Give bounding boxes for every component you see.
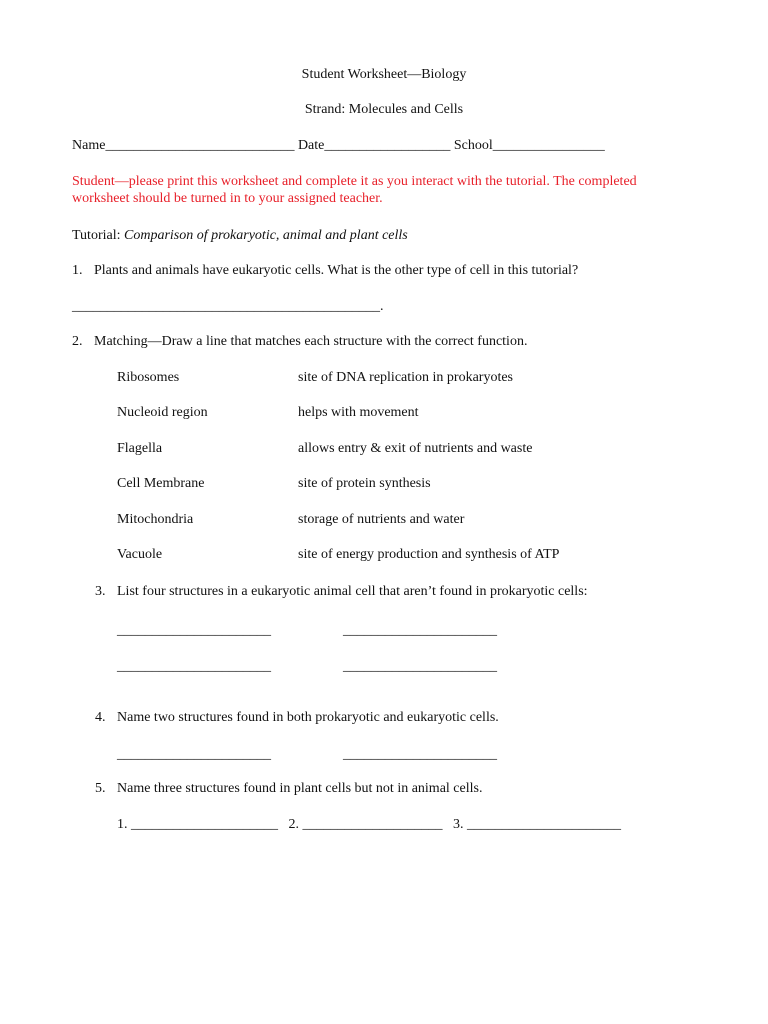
answer-blank: ______________________ [117, 659, 271, 674]
name-label: Name [72, 138, 106, 153]
strand-subtitle: Strand: Molecules and Cells [304, 102, 464, 117]
answer-1-blank: _____________________ [131, 817, 278, 832]
school-blank: ________________ [492, 138, 605, 153]
answer-blank: ______________________ [117, 623, 271, 638]
question-5-number: 5. [95, 781, 106, 796]
function-item: site of energy production and synthesis of ATP [298, 547, 560, 562]
question-4 [95, 709, 499, 727]
question-1-answer-line: ____________________________________________. [72, 299, 384, 314]
structure-item: Cell Membrane [117, 476, 205, 491]
function-item: helps with movement [298, 405, 419, 420]
answer-blank: ______________________ [117, 747, 271, 762]
instructions-line-1: Student—please print this worksheet and complete it as you interact with the tutorial. The completed [72, 174, 637, 189]
function-item: storage of nutrients and water [298, 512, 465, 527]
function-item: site of protein synthesis [298, 476, 431, 491]
question-5-text: Name three structures found in plant cells but not in animal cells. [117, 781, 483, 796]
question-2 [72, 333, 527, 351]
function-item: site of DNA replication in prokaryotes [298, 370, 514, 385]
answer-3-blank: ______________________ [467, 817, 621, 832]
question-2-text: Matching—Draw a line that matches each structure with the correct function. [94, 334, 528, 349]
question-1-number: 1. [72, 263, 83, 278]
answer-3-label: 3. [453, 817, 464, 832]
function-item: allows entry & exit of nutrients and waste [298, 441, 533, 456]
name-blank: ___________________________ [105, 138, 295, 153]
date-label: Date [297, 138, 325, 153]
question-3-number: 3. [95, 584, 106, 599]
info-line [72, 137, 605, 155]
instructions-line-2: worksheet should be turned in to your assigned teacher. [72, 191, 383, 206]
school-label: School [453, 138, 493, 153]
structure-item: Vacuole [117, 547, 163, 562]
question-1 [72, 262, 578, 280]
question-4-number: 4. [95, 710, 106, 725]
structure-item: Mitochondria [117, 512, 194, 527]
question-3 [95, 583, 588, 601]
tutorial-line [72, 227, 408, 245]
question-3-text: List four structures in a eukaryotic animal cell that aren’t found in prokaryotic cells: [117, 584, 588, 599]
worksheet-title: Student Worksheet—Biology [301, 67, 467, 82]
answer-1-label: 1. [117, 817, 128, 832]
answer-2-blank: ____________________ [302, 817, 443, 832]
question-5-answers [117, 816, 621, 834]
answer-blank: ______________________ [343, 747, 497, 762]
question-4-text: Name two structures found in both prokaryotic and eukaryotic cells. [117, 710, 499, 725]
question-2-number: 2. [72, 334, 83, 349]
date-blank: __________________ [324, 138, 451, 153]
structure-item: Ribosomes [117, 370, 180, 385]
answer-blank: ______________________ [343, 623, 497, 638]
answer-blank: ______________________ [343, 659, 497, 674]
question-5 [95, 780, 482, 798]
tutorial-title: Comparison of prokaryotic, animal and plant cells [124, 228, 408, 243]
tutorial-label: Tutorial: [72, 228, 124, 243]
structure-item: Flagella [117, 441, 163, 456]
structure-item: Nucleoid region [117, 405, 208, 420]
question-1-text: Plants and animals have eukaryotic cells. What is the other type of cell in this tutorial? [94, 263, 579, 278]
answer-2-label: 2. [288, 817, 299, 832]
